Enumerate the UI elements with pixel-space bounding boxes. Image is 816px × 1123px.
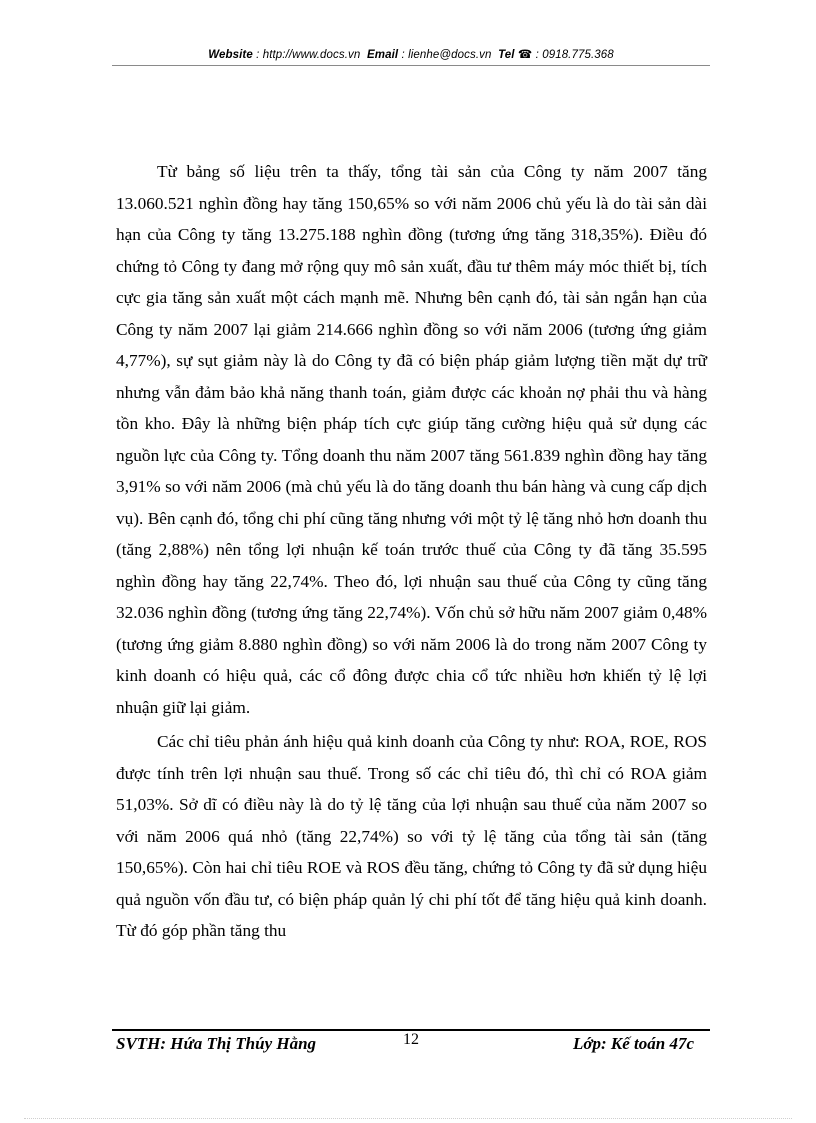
phone-icon: ☎ bbox=[517, 49, 533, 61]
document-body bbox=[116, 156, 707, 947]
tel-separator: : bbox=[532, 49, 543, 61]
tel-number: 0918.775.368 bbox=[542, 49, 614, 61]
tel-label: Tel bbox=[498, 49, 515, 61]
page-edge-divider bbox=[24, 1118, 792, 1119]
website-link[interactable]: http://www.docs.vn bbox=[262, 49, 361, 61]
paragraph-asset-analysis: Từ bảng số liệu trên ta thấy, tổng tài sản của Công ty năm 2007 tăng 13.060.521 nghìn đồng hay tăng 150,65% so với năm 2006 chủ yếu là do tài sản dài hạn của Công ty tăng 13.275.188 nghìn đồng (tương ứng tăng 318,35%). Điều đó chứng tỏ Công ty đang mở rộng quy mô sản xuất, đầu tư thêm máy móc thiết bị, tích cực gia tăng sản xuất một cách mạnh mẽ. Nhưng bên cạnh đó, tài sản ngắn hạn của Công ty năm 2007 lại giảm 214.666 nghìn đồng so với năm 2006 (tương ứng giảm 4,77%), sự sụt giảm này là do Công ty đã có biện pháp giảm lượng tiền mặt dự trữ nhưng vẫn đảm bảo khả năng thanh toán, giảm được các khoản nợ phải thu và hàng tồn kho. Đây là những biện pháp tích cực giúp tăng cường hiệu quả sử dụng các nguồn lực của Công ty. Tổng doanh thu năm 2007 tăng 561.839 nghìn đồng hay tăng 3,91% so với năm 2006 (mà chủ yếu là do tăng doanh thu bán hàng và cung cấp dịch vụ). Bên cạnh đó, tổng chi phí cũng tăng nhưng với một tỷ lệ tăng nhỏ hơn doanh thu (tăng 2,88%) nên tổng lợi nhuận kế toán trước thuế của Công ty đã tăng 35.595 nghìn đồng hay tăng 22,74%. Theo đó, lợi nhuận sau thuế của Công ty cũng tăng 32.036 nghìn đồng (tương ứng tăng 22,74%). Vốn chủ sở hữu năm 2007 giảm 0,48% (tương ứng giảm 8.880 nghìn đồng) so với năm 2006 là do trong năm 2007 Công ty kinh doanh có hiệu quả, các cổ đông được chia cổ tức nhiều hơn khiến tỷ lệ lợi nhuận giữ lại giảm. bbox=[116, 162, 707, 717]
website-label: Website bbox=[208, 49, 253, 61]
paragraph-efficiency-ratios: Các chỉ tiêu phản ánh hiệu quả kinh doanh của Công ty như: ROA, ROE, ROS được tính trên lợi nhuận sau thuế. Trong số các chỉ tiêu đó, thì chỉ có ROA giảm 51,03%. Sở dĩ có điều này là do tỷ lệ tăng của lợi nhuận sau thuế của năm 2007 so với năm 2006 quá nhỏ (tăng 22,74%) so với tỷ lệ tăng của tổng tài sản (tăng 150,65%). Còn hai chỉ tiêu ROE và ROS đều tăng, chứng tỏ Công ty đã sử dụng hiệu quả nguồn vốn đầu tư, có biện pháp quản lý chi phí tốt để tăng hiệu quả kinh doanh. Từ đó góp phần tăng thu bbox=[116, 732, 707, 940]
website-separator: : bbox=[252, 49, 263, 61]
page-header bbox=[112, 47, 710, 61]
header-divider bbox=[112, 65, 710, 66]
footer-student-name: SVTH: Hứa Thị Thúy Hằng bbox=[116, 1034, 317, 1053]
page-number: 12 bbox=[403, 1031, 419, 1048]
email-link[interactable]: lienhe@docs.vn bbox=[408, 49, 492, 61]
footer-class-name: Lớp: Kế toán 47c bbox=[572, 1034, 694, 1053]
email-separator: : bbox=[398, 49, 409, 61]
email-label: Email bbox=[367, 49, 399, 61]
